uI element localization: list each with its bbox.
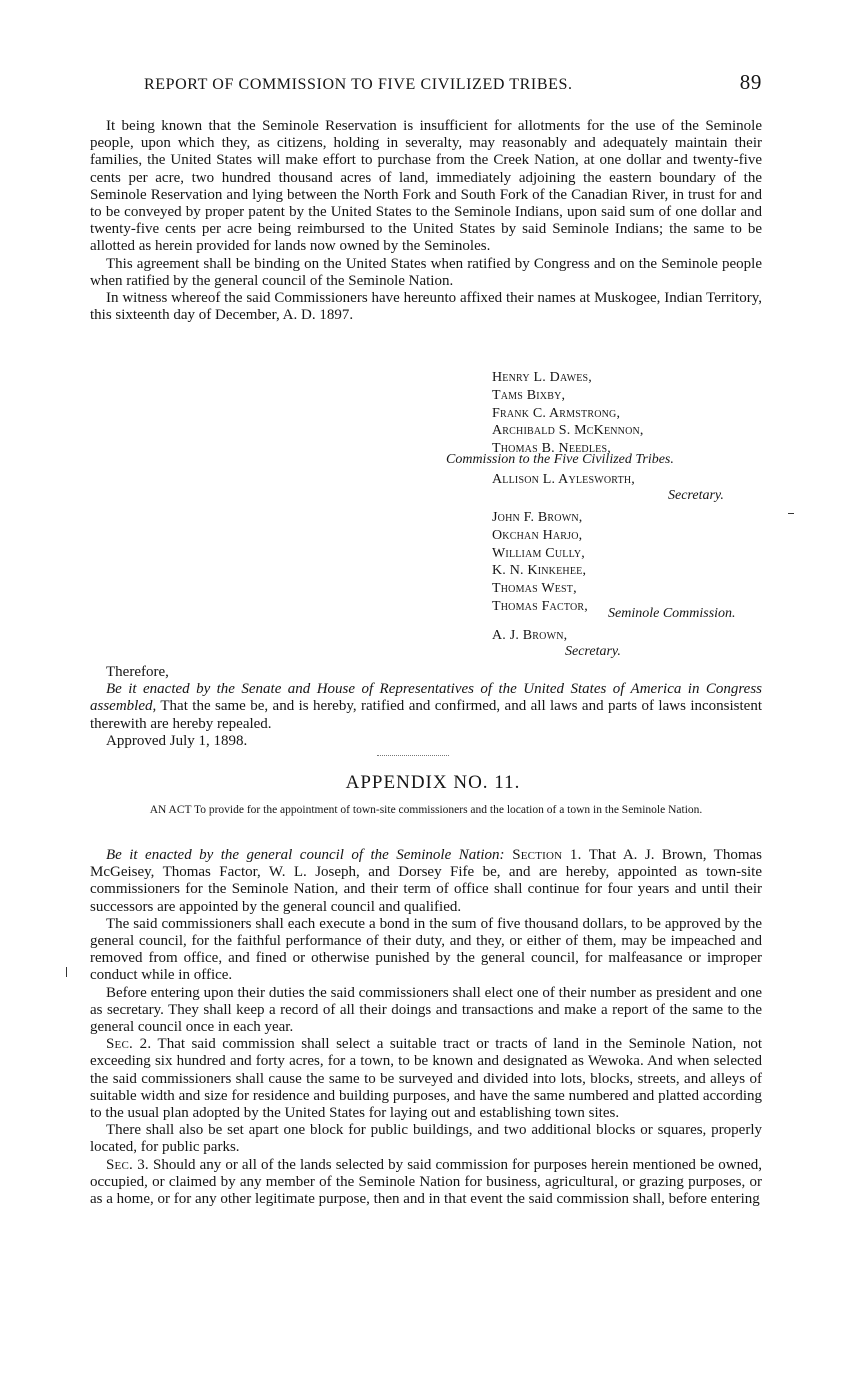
seminole-secretary: A. J. Brown,: [492, 628, 568, 643]
signatory: Thomas West,: [492, 581, 577, 597]
section-text: Should any or all of the lands selected by said commission for purposes herein mentioned be owned, occupied, or claimed by any member of the Seminole Nation for business, agricultural, or grazing purposes, or as a home, or for any other legitimate purpose, then and in that event the said commission shall, before entering: [90, 1156, 762, 1208]
public-blocks-paragraph: There shall also be set apart one block for public buildings, and two additional blocks or squares, properly located, for public parks.: [90, 1122, 762, 1156]
bond-paragraph: The said commissioners shall each execute a bond in the sum of five thousand dollars, to be approved by the general council, for the faithful performance of their duty, and they, or either of them, may be impeached and removed from office, and fined or otherwise punished by the general council, for malfeasance or improper conduct while in office.: [90, 915, 762, 984]
commission-caption: Commission to the Five Civilized Tribes.: [446, 452, 674, 467]
page-number: 89: [739, 70, 762, 94]
witness-paragraph: In witness whereof the said Commissioners have hereunto affixed their names at Muskogee, Indian Territory, this sixteenth day of December, A. D. 1897.: [90, 290, 762, 324]
signatory: K. N. Kinkehee,: [492, 563, 587, 579]
signatory: Thomas Factor,: [492, 598, 588, 614]
signatory: John F. Brown,: [492, 510, 583, 525]
section-label: Section 1.: [504, 847, 582, 863]
section-three: [90, 1157, 762, 1209]
enacting-clause: [90, 681, 762, 733]
section-text: That said commission shall select a suitable tract or tracts of land in the Seminole Nation, not exceeding six hundred and forty acres, for a town, to be known and designated as Wewoka. And when selected the said commissioners shall cause the same to be surveyed and divided into lots, blocks, streets, and alleys of suitable width and size for residence and building purposes, and have the same numbered and platted according to the usual plan adopted by the United States for laying out and establishing town sites.: [90, 1036, 762, 1122]
section-one: [90, 847, 762, 916]
approved-line: Approved July 1, 1898.: [106, 732, 248, 749]
section-divider: [377, 755, 449, 756]
signatory: Tams Bixby,: [492, 387, 566, 403]
secretary-label: Secretary.: [565, 644, 621, 659]
margin-mark: [788, 513, 794, 514]
agreement-paragraph: It being known that the Seminole Reservation is insufficient for allotments for the use of the Seminole people, upon which they, as citizens, holding in severalty, may reasonably and adequately maintain their families, the United States will make effort to purchase from the Creek Nation, at one dollar and twenty-five cents per acre, two hundred thousand acres of land, immediately adjoining the eastern boundary of the Seminole Reservation and lying between the North Fork and South Fork of the Canadian River, in trust for and to be conveyed by proper patent by the United States to the Seminole Indians, upon said sum of one dollar and twenty-five cents per acre being reimbursed to the United States by said Seminole Indians; the same to be allotted as herein provided for lands now owned by the Seminoles.: [90, 118, 762, 255]
enactment-text: [90, 664, 762, 750]
commission-signatures: [492, 369, 644, 458]
appendix-title: APPENDIX NO. 11.: [345, 772, 521, 793]
agreement-text: [90, 118, 762, 324]
seminole-signatures: [492, 509, 588, 616]
signatory: Thomas B. Needles,: [492, 441, 611, 457]
signatory: William Cully,: [492, 545, 586, 561]
therefore-line: Therefore,: [106, 664, 169, 680]
signatory: Frank C. Armstrong,: [492, 405, 621, 421]
enacting-clause-italic: Be it enacted by the Senate and House of Representatives of the United States of America in Congress assembled,: [90, 681, 762, 715]
section-two: [90, 1036, 762, 1122]
signatory: Henry L. Dawes,: [492, 370, 592, 385]
section-text: That A. J. Brown, Thomas McGeisey, Thomas Factor, W. L. Joseph, and Dorsey Fife be, and are hereby, appointed as town-site commissioners for the Seminole Nation, and their term of office shall continue for four years and until their successors are appointed by the general council and qualified.: [90, 847, 762, 915]
agreement-paragraph: This agreement shall be binding on the United States when ratified by Congress and on the Seminole people when ratified by the general council of the Seminole Nation.: [90, 255, 762, 289]
act-text: [90, 847, 762, 1208]
enacting-clause-text: That the same be, and is hereby, ratified and confirmed, and all laws and parts of laws inconsistent therewith are hereby repealed.: [90, 698, 762, 732]
section-label: Sec. 2.: [106, 1036, 152, 1053]
secretary-label: Secretary.: [668, 488, 724, 503]
signatory: Archibald S. McKennon,: [492, 423, 644, 439]
act-title: AN ACT To provide for the appointment of town-site commissioners and the location of a town in the Seminole Nation.: [149, 804, 703, 816]
section-label: Sec. 3.: [106, 1156, 149, 1173]
enacting-clause-italic: Be it enacted by the general council of the Seminole Nation:: [106, 847, 505, 863]
officers-paragraph: Before entering upon their duties the said commissioners shall elect one of their number as president and one as secretary. They shall keep a record of all their doings and transactions and make a report of the same to the general council once in each year.: [90, 984, 762, 1036]
commission-secretary: Allison L. Aylesworth,: [492, 472, 636, 487]
margin-mark: [66, 967, 67, 977]
seminole-caption: Seminole Commission.: [608, 606, 736, 621]
signatory: Okchan Harjo,: [492, 527, 583, 543]
running-title: REPORT OF COMMISSION TO FIVE CIVILIZED TRIBES.: [144, 76, 573, 93]
